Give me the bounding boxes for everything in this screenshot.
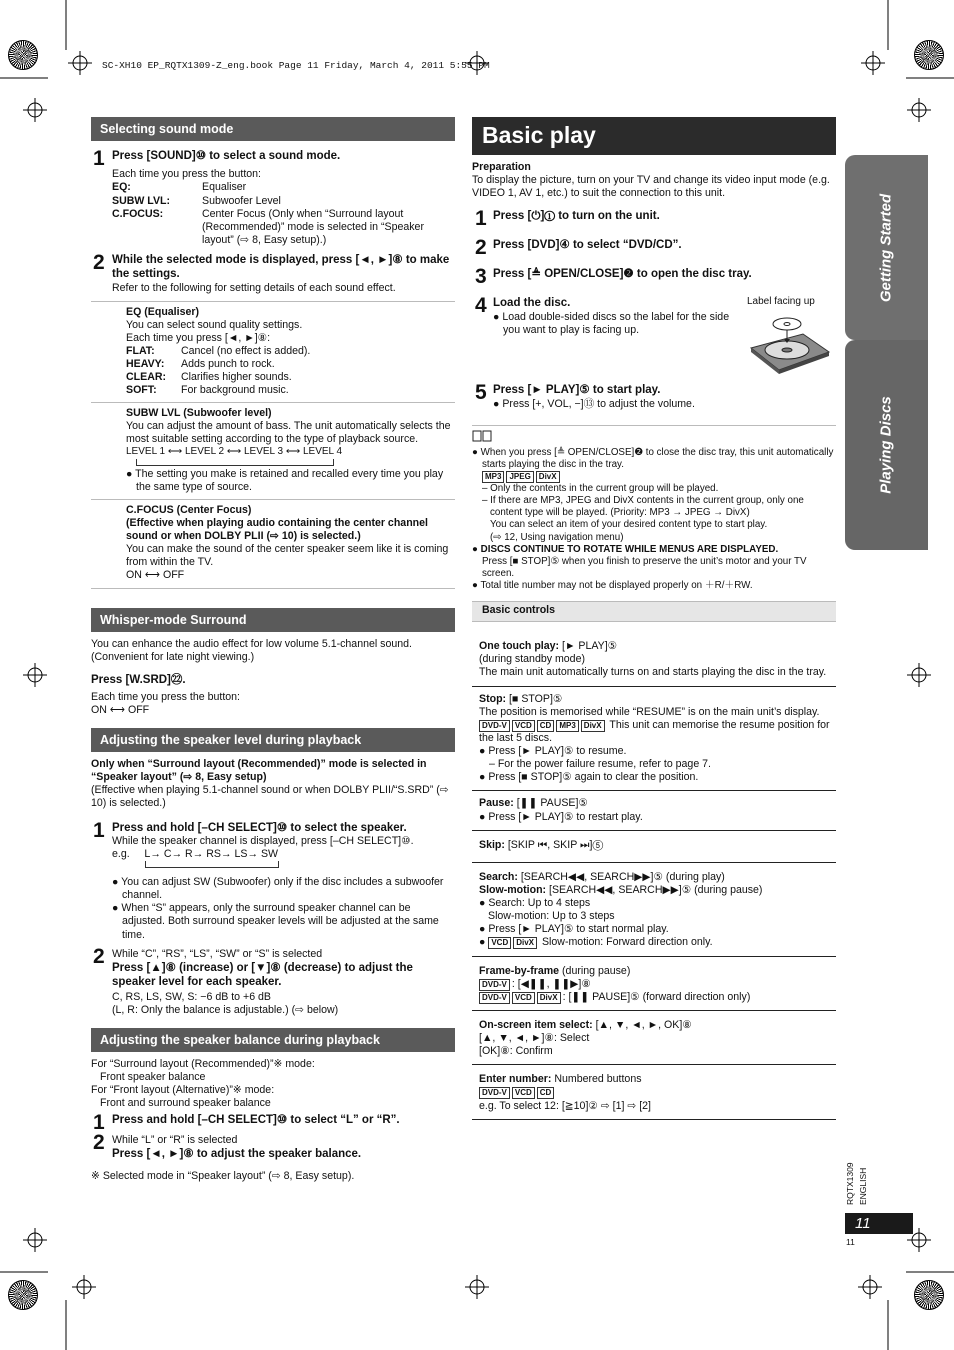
right-column <box>472 117 836 1120</box>
format-badge: MP3 <box>556 720 578 732</box>
play-step-3 <box>472 267 836 293</box>
step-number: 1 <box>93 1111 105 1135</box>
format-badge: MP3 <box>482 471 504 483</box>
eq-term: CLEAR: <box>126 371 167 384</box>
preparation-text: To display the picture, turn on your TV and change its video input mode (e.g. VIDEO 1, AV 1, etc.) to suit the connection to this unit. <box>472 174 830 200</box>
control-label: On-screen item select: <box>479 1018 593 1031</box>
control-one-touch-play <box>472 622 836 686</box>
balance-line: Front and surround speaker balance <box>100 1096 271 1109</box>
control-key: : [❚❚ PAUSE]⑤ (forward direction only) <box>562 990 751 1003</box>
preparation <box>472 161 836 200</box>
format-badge: DivX <box>536 471 560 483</box>
speaker-level-intro <box>91 758 455 811</box>
subw-title: SUBW LVL (Subwoofer level) <box>126 406 272 419</box>
control-label: One touch play: <box>479 640 560 653</box>
format-badge: VCD <box>512 992 535 1004</box>
mode-term: EQ: <box>112 181 131 194</box>
language-label: ENGLISH <box>858 1167 868 1205</box>
note-sub: – Only the contents in the current group will be played. <box>482 482 719 494</box>
step-number: 2 <box>475 236 487 260</box>
control-pause <box>472 791 836 830</box>
whisper-body <box>91 638 455 717</box>
control-key: : [◀❚❚, ❚❚▶]⑧ <box>511 977 591 990</box>
step-note-text: Load double-sided discs so the label for the side you want to play is facing up. <box>502 310 730 336</box>
eg-line <box>112 848 455 861</box>
eq-term: HEAVY: <box>126 358 165 371</box>
page-title: Basic play <box>472 117 836 155</box>
note-item: ● When you press [≜ OPEN/CLOSE]❷ to close the disc tray, this unit automatically starts playing the disc in the tray. <box>472 446 834 470</box>
step-number: 3 <box>475 265 487 289</box>
bullet: ● Press [► PLAY]⑤ to resume. <box>479 745 627 758</box>
format-badge: DVD-V <box>479 979 510 991</box>
play-step-4 <box>472 296 836 380</box>
control-enter-number <box>472 1065 836 1119</box>
loop-arrow <box>136 459 334 466</box>
control-label: Frame-by-frame <box>479 964 560 977</box>
note-item: ● DISCS CONTINUE TO ROTATE WHILE MENUS ARE DISPLAYED. <box>472 543 779 555</box>
play-step-5 <box>472 383 836 421</box>
step-number: 2 <box>93 944 105 968</box>
note-badges <box>472 471 836 483</box>
whisper-text: You can enhance the audio effect for low volume 5.1-channel sound. (Convenient for late night viewing.) <box>91 638 412 664</box>
preparation-title: Preparation <box>472 161 531 173</box>
bullet-text: Search: Up to 4 steps <box>488 897 591 910</box>
play-step-2 <box>472 238 836 264</box>
eq-desc: Adds punch to rock. <box>181 358 275 371</box>
eq-block <box>91 301 455 402</box>
level-range-note: (L, R: Only the balance is adjustable.) (⇨ below) <box>112 1004 339 1017</box>
control-label: Enter number: <box>479 1073 552 1086</box>
step-number: 2 <box>93 1131 105 1155</box>
eq-desc: Cancel (no effect is added). <box>181 345 311 357</box>
format-badge: VCD <box>488 937 511 949</box>
loop-arrow <box>145 861 279 868</box>
format-badge: JPEG <box>506 471 533 483</box>
step-text: Press and hold [–CH SELECT]⑩ to select “L” or “R”. <box>112 1114 400 1127</box>
control-text: The position is memorised while “RESUME” is on the main unit’s display. <box>479 705 820 718</box>
mode-desc: Center Focus (Only when “Surround layout (Recommended)” mode is selected in “Speaker layout” (⇨ 8, Easy setup).) <box>202 207 424 246</box>
step-text: While the selected mode is displayed, press [◄, ►]⑧ to make the settings. <box>112 254 450 281</box>
notes-book-icon <box>472 430 492 442</box>
control-key: [❚❚ PAUSE]⑤ <box>516 797 588 810</box>
page-number-small: 11 <box>846 1237 855 1247</box>
format-badge: VCD <box>512 720 535 732</box>
step-text: Load the disc. <box>493 297 571 310</box>
note-sub: You can select an item of your desired content type to start play. <box>490 519 768 531</box>
section-heading-speaker-level: Adjusting the speaker level during playback <box>91 728 455 752</box>
subw-text: You can adjust the amount of bass. The unit automatically selects the most suitable setting according to the type of playback source. <box>126 419 451 445</box>
step-number: 2 <box>93 251 105 274</box>
bullet-text: Press [► PLAY]⑤ to restart play. <box>488 810 643 823</box>
bullet: ● When “S” appears, only the surround speaker channel can be adjusted. Both surround speaker levels will be adjusted at the same time. <box>112 902 439 941</box>
step-note: ● Load double-sided discs so the label for the side you want to play is facing up. <box>493 310 730 336</box>
note-text: Total title number may not be displayed properly on ＋R/＋RW. <box>480 580 753 592</box>
speaker-level-condition: Only when “Surround layout (Recommended)” mode is selected in “Speaker layout” (⇨ 8, Easy setup) <box>91 758 427 784</box>
control-sub: (during standby mode) <box>479 653 585 666</box>
mode-desc: Subwoofer Level <box>202 194 281 207</box>
step-number: 4 <box>475 294 487 318</box>
eq-line: Each time you press [◄, ►]⑧: <box>126 331 271 344</box>
bullet: ● You can adjust SW (Subwoofer) only if the disc includes a subwoofer channel. <box>112 876 444 902</box>
eq-desc: Clarifies higher sounds. <box>181 371 292 384</box>
mode-term: C.FOCUS: <box>112 207 164 220</box>
whisper-press: Press [W.SRD]㉒. <box>91 673 186 686</box>
note-item: ● Total title number may not be displayed properly on ＋R/＋RW. <box>472 580 753 592</box>
mode-term: SUBW LVL: <box>112 194 171 207</box>
step-pre: While “L” or “R” is selected <box>112 1134 238 1147</box>
balance-line: Front speaker balance <box>100 1070 206 1083</box>
step-text: Press [DVD]④ to select “DVD/CD”. <box>493 239 682 252</box>
step-number: 1 <box>93 147 105 170</box>
note-text: DISCS CONTINUE TO ROTATE WHILE MENUS ARE DISPLAYED. <box>480 543 779 555</box>
level-step-2 <box>91 944 455 1018</box>
control-text: This unit can memorise the resume position for the last 5 discs. <box>479 718 830 744</box>
balance-step-2 <box>91 1131 455 1161</box>
control-example: e.g. To select 12: [≧10]② ⇨ [1] ⇨ [2] <box>479 1099 651 1112</box>
tab-playing-discs[interactable] <box>845 340 928 550</box>
balance-step-1 <box>91 1111 455 1135</box>
control-label: Search: <box>479 870 518 883</box>
step-number: 1 <box>93 818 105 842</box>
format-badge: DVD-V <box>479 1087 510 1099</box>
step-note: ● Press [+, VOL, −]⑬ to adjust the volume. <box>493 397 695 410</box>
format-badge: DivX <box>513 937 537 949</box>
step-sub: While the speaker channel is displayed, press [–CH SELECT]⑩. <box>112 834 414 847</box>
cfocus-block <box>91 499 455 590</box>
format-badge: CD <box>537 1087 555 1099</box>
eq-line: You can select sound quality settings. <box>126 318 303 331</box>
step-number: 1 <box>475 207 487 231</box>
whisper-each-time: Each time you press the button: <box>91 690 240 703</box>
section-heading-speaker-balance: Adjusting the speaker balance during playback <box>91 1028 455 1052</box>
section-heading-whisper: Whisper-mode Surround <box>91 608 455 632</box>
control-label: Pause: <box>479 797 514 810</box>
control-text: [OK]⑧: Confirm <box>479 1045 553 1058</box>
notes-block <box>472 425 836 592</box>
cfocus-condition: (Effective when playing audio containing the center channel sound or when DOLBY PLII (⇨ 10) is selected.) <box>126 516 428 542</box>
format-badge: CD <box>537 720 555 732</box>
control-frame-by-frame <box>472 957 836 1011</box>
bullet: ● Search: Up to 4 steps <box>479 897 591 910</box>
bullet-sub: Slow-motion: Up to 3 steps <box>488 910 615 923</box>
control-key: [SKIP ⏮, SKIP ⏭]⑤ <box>507 838 604 851</box>
step-text: Press [SOUND]⑩ to select a sound mode. <box>112 150 341 162</box>
control-key: [SEARCH◀◀, SEARCH▶▶]⑤ (during pause) <box>549 883 763 896</box>
bullet-text: Press [■ STOP]⑤ again to clear the position. <box>488 771 699 784</box>
level-step-1 <box>91 818 455 942</box>
whisper-onoff: ON ⟷ OFF <box>91 703 150 716</box>
tab-label: Getting Started <box>877 193 895 302</box>
disc-tray-illustration <box>747 312 832 374</box>
left-column <box>91 117 455 1183</box>
control-key: [► PLAY]⑤ <box>562 640 618 653</box>
step-pre: While “C”, “RS”, “LS”, “SW” or “S” is selected <box>112 947 323 960</box>
control-skip <box>472 831 836 863</box>
each-time-text: Each time you press the button: <box>112 168 261 181</box>
balance-intro <box>91 1058 455 1111</box>
eg-sequence: L→ C→ R→ RS→ LS→ SW <box>144 847 279 860</box>
format-badge: DivX <box>581 720 605 732</box>
note-sub: – If there are MP3, JPEG and DivX contents in the current group, only one content type will be played. (Priority: MP3 → JPEG → DivX) <box>482 495 804 519</box>
control-text: The main unit automatically turns on and starts playing the disc in the tray. <box>479 666 827 679</box>
step-text: Press [▲]⑧ (increase) or [▼]⑧ (decrease) to adjust the speaker level for each speaker. <box>112 961 413 989</box>
step-note-text: Press [+, VOL, −]⑬ to adjust the volume. <box>502 397 695 410</box>
speaker-level-effective: (Effective when playing 5.1-channel sound or when DOLBY PLII/“S.SRD” (⇨ 10) is selected.) <box>91 784 449 810</box>
control-text-with-badges <box>479 719 836 745</box>
sound-step-2 <box>91 253 455 295</box>
bullet-sub: – For the power failure resume, refer to page 7. <box>489 758 711 771</box>
control-key: [SEARCH◀◀, SEARCH▶▶]⑤ (during play) <box>520 870 725 883</box>
format-badge: VCD <box>512 1087 535 1099</box>
eq-title: EQ (Equaliser) <box>126 305 199 318</box>
step-text: Press [≜ OPEN/CLOSE]❷ to open the disc tray. <box>493 268 752 281</box>
control-label: Slow-motion: <box>479 883 547 896</box>
doc-code: RQTX1309 <box>845 1162 855 1205</box>
subw-levels: LEVEL 1 ⟷ LEVEL 2 ⟷ LEVEL 3 ⟷ LEVEL 4 <box>126 445 343 457</box>
note-sub: (⇨ 12, Using navigation menu) <box>490 531 624 543</box>
step-note: Refer to the following for setting details of each sound effect. <box>112 281 396 294</box>
print-header-line: SC-XH10 EP_RQTX1309-Z_eng.book Page 11 Friday, March 4, 2011 5:55 PM <box>102 60 490 71</box>
footnote: ※ Selected mode in “Speaker layout” (⇨ 8, Easy setup). <box>91 1169 355 1182</box>
bullet: ● Press [► PLAY]⑤ to start normal play. <box>479 923 669 936</box>
bullet-text: When “S” appears, only the surround speaker channel can be adjusted. Both surround speaker levels will be adjusted at the same time. <box>121 902 439 941</box>
balance-line: For “Surround layout (Recommended)”※ mode: <box>91 1057 315 1070</box>
step-text: Press [◄, ►]⑧ to adjust the speaker balance. <box>112 1148 362 1161</box>
control-search <box>472 863 836 957</box>
step-text: Press [► PLAY]⑤ to start play. <box>493 384 661 397</box>
cfocus-onoff: ON ⟷ OFF <box>126 569 185 582</box>
cfocus-title: C.FOCUS (Center Focus) <box>126 503 252 516</box>
subw-block <box>91 402 455 499</box>
bullet: ● VCD DivX Slow-motion: Forward direction only. <box>479 936 713 949</box>
control-text: [▲, ▼, ◄, ►]⑧: Select <box>479 1032 590 1045</box>
bullet-text: Press [► PLAY]⑤ to resume. <box>488 745 627 758</box>
basic-controls-header <box>472 601 836 622</box>
control-stop <box>472 687 836 792</box>
tab-getting-started[interactable] <box>845 155 928 340</box>
format-badge: DivX <box>537 992 561 1004</box>
format-badge: DVD-V <box>479 992 510 1004</box>
basic-controls-title: Basic controls <box>482 604 556 617</box>
control-on-screen-select <box>472 1011 836 1065</box>
eg-label: e.g. <box>112 847 130 860</box>
sound-mode-list <box>112 181 455 247</box>
cfocus-text: You can make the sound of the center speaker seem like it is coming from within the TV. <box>126 542 449 569</box>
control-key: [▲, ▼, ◄, ►, OK]⑧ <box>595 1018 692 1031</box>
balance-line: For “Front layout (Alternative)”※ mode: <box>91 1083 275 1096</box>
level-range: C, RS, LS, SW, S: −6 dB to +6 dB <box>112 991 271 1004</box>
control-label: Stop: <box>479 692 507 705</box>
step-text: Press and hold [–CH SELECT]⑩ to select the speaker. <box>112 821 407 834</box>
bullet-text: Press [► PLAY]⑤ to start normal play. <box>488 923 669 936</box>
bullet-text: You can adjust SW (Subwoofer) only if the disc includes a subwoofer channel. <box>121 876 444 902</box>
label-facing-up-caption: Label facing up <box>747 296 815 308</box>
step-number: 5 <box>475 381 487 405</box>
mode-desc: Equaliser <box>202 181 247 194</box>
control-sub: (during pause) <box>562 964 631 977</box>
control-key: [■ STOP]⑤ <box>509 692 563 705</box>
section-heading-sound-mode: Selecting sound mode <box>91 117 455 141</box>
note-sub: Press [■ STOP]⑤ when you finish to preserve the unit’s motor and your TV screen. <box>482 555 807 579</box>
sound-step-1 <box>91 149 455 247</box>
play-step-1 <box>472 209 836 235</box>
bullet: ● Press [■ STOP]⑤ again to clear the position. <box>479 771 699 784</box>
format-badge: DVD-V <box>479 720 510 732</box>
bullet: ● Press [► PLAY]⑤ to restart play. <box>479 810 643 823</box>
eq-list <box>126 345 455 398</box>
tab-label: Playing Discs <box>877 396 895 494</box>
subw-note: ● The setting you make is retained and recalled every time you play the same type of source. <box>126 468 444 494</box>
page-number-tab: 11 <box>845 1213 913 1234</box>
bullet-text: Slow-motion: Forward direction only. <box>541 936 713 949</box>
eq-term: SOFT: <box>126 384 157 397</box>
eq-term: FLAT: <box>126 345 155 357</box>
control-key: Numbered buttons <box>554 1073 642 1086</box>
note-text: When you press [≜ OPEN/CLOSE]❷ to close the disc tray, this unit automatically starts playing the disc in the tray. <box>480 446 834 470</box>
step-text: Press [⏻]① to turn on the unit. <box>493 210 660 223</box>
control-label: Skip: <box>479 838 505 851</box>
subw-note-text: The setting you make is retained and recalled every time you play the same type of source. <box>135 468 444 494</box>
eq-desc: For background music. <box>181 384 289 397</box>
